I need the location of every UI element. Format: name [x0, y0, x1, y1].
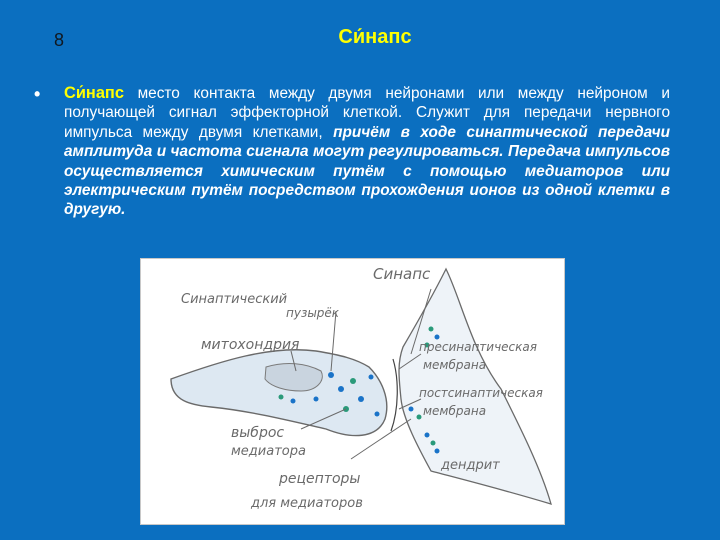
receptor-dot	[435, 335, 440, 340]
vesicle-dot	[328, 372, 334, 378]
vesicle-dot	[375, 412, 380, 417]
label-presynaptic-line1: пресинаптическая	[419, 340, 537, 354]
definition-text-regular: место контакта между двумя нейронами или между нейроном и получающей сигнал эффекторной клеткой. Служит для передачи нервного импульса между двумя клетками,	[64, 85, 670, 141]
vesicle-dot	[291, 399, 296, 404]
label-synapse: Синапс	[373, 265, 431, 283]
vesicle-dot	[369, 375, 374, 380]
label-postsynaptic-line1: постсинаптическая	[419, 386, 543, 400]
label-dendrite: дендрит	[441, 458, 500, 473]
receptor-dot	[431, 441, 436, 446]
receptor-dot	[429, 327, 434, 332]
bullet-marker: •	[34, 84, 41, 104]
receptor-dot	[425, 433, 430, 438]
label-presynaptic-line2: мембрана	[423, 358, 487, 372]
receptor-dot	[417, 415, 422, 420]
vesicle-dot	[350, 378, 356, 384]
vesicle-dot	[279, 395, 284, 400]
label-release-line1: выброс	[231, 425, 285, 441]
vesicle-dot	[314, 397, 319, 402]
definition-term: Си́напс	[64, 84, 124, 102]
slide-title: Си́напс	[338, 26, 412, 48]
label-vesicle-line1: Синаптический	[181, 292, 288, 307]
vesicle-dot	[338, 386, 344, 392]
label-vesicle-line2: пузырёк	[286, 306, 340, 320]
synaptic-cleft	[391, 359, 397, 431]
label-receptors-line2: для медиаторов	[251, 496, 363, 511]
definition-paragraph	[64, 84, 670, 220]
definition-bullet	[34, 84, 670, 235]
definition-text-italic: причём в ходе синаптической передачи амплитуда и частота сигнала могут регулироваться. Передача импульсов осуществляется химическим путём с помощью медиаторов или электрическим путём посредством прохождения ионов из одной клетки в другую.	[64, 123, 670, 219]
vesicle-dot	[358, 396, 364, 402]
label-receptors-line1: рецепторы	[279, 471, 361, 487]
slide-number: 8	[54, 30, 65, 50]
label-postsynaptic-line2: мембрана	[423, 404, 487, 418]
label-release-line2: медиатора	[231, 444, 306, 459]
synapse-diagram	[140, 258, 565, 525]
receptor-dot	[435, 449, 440, 454]
axon-terminal	[171, 350, 387, 436]
receptor-dot	[409, 407, 414, 412]
label-mitochondria: митохондрия	[201, 337, 300, 353]
